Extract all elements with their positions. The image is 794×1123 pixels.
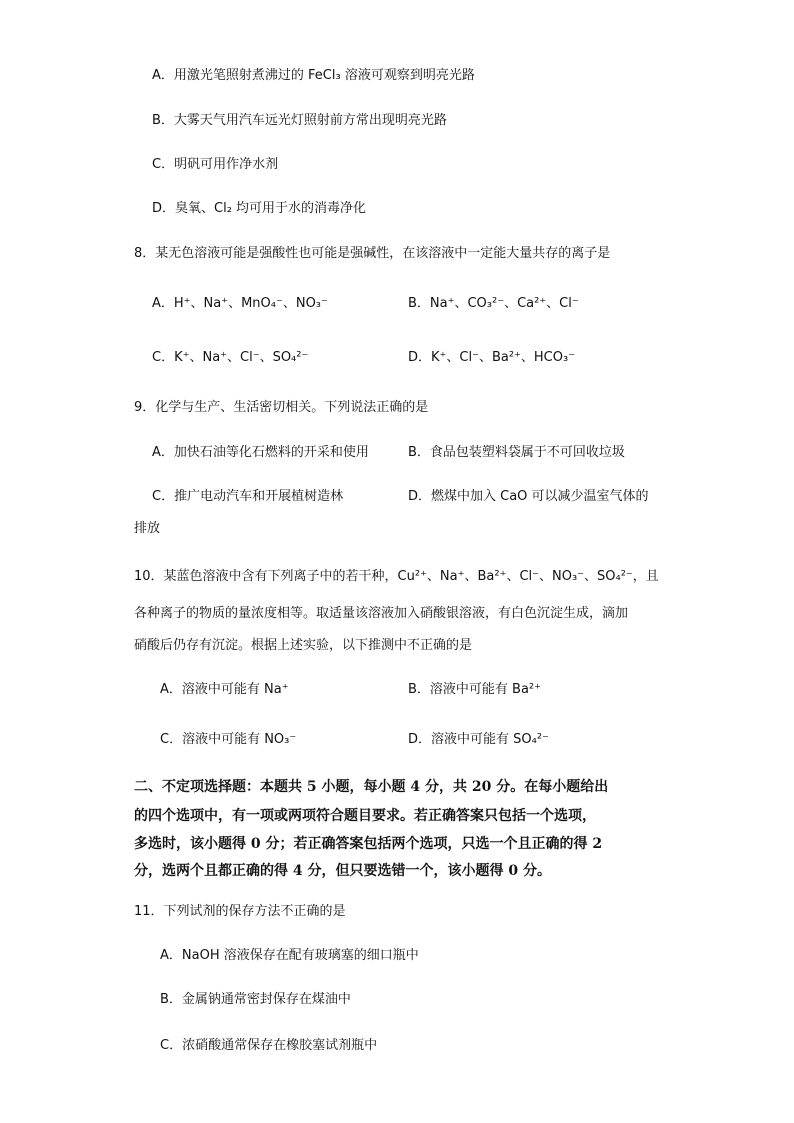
section2-heading-line3: 多选时，该小题得 0 分；若正确答案包括两个选项，只选一个且正确的得 2 [134, 836, 603, 852]
q9-option-b: B．食品包装塑料袋属于不可回收垃圾 [408, 445, 625, 460]
q9-option-a: A．加快石油等化石燃料的开采和使用 [152, 445, 369, 460]
q7-option-a: A．用激光笔照射煮沸过的 FeCl₃ 溶液可观察到明亮光路 [152, 68, 475, 83]
q8-option-a: A．H⁺、Na⁺、MnO₄⁻、NO₃⁻ [152, 296, 328, 311]
q11-option-a: A．NaOH 溶液保存在配有玻璃塞的细口瓶中 [160, 948, 419, 963]
section2-heading-line4: 分，选两个且都正确的得 4 分，但只要选错一个，该小题得 0 分。 [134, 863, 551, 879]
q8-option-b: B．Na⁺、CO₃²⁻、Ca²⁺、Cl⁻ [408, 296, 579, 311]
q9-stem: 9．化学与生产、生活密切相关。下列说法正确的是 [134, 400, 429, 415]
q9-option-d-continued: 排放 [134, 521, 161, 536]
section2-heading-line2: 的四个选项中，有一项或两项符合题目要求。若正确答案只包括一个选项， [134, 808, 596, 824]
q8-option-c: C．K⁺、Na⁺、Cl⁻、SO₄²⁻ [152, 350, 309, 365]
q10-option-c: C．溶液中可能有 NO₃⁻ [160, 732, 297, 747]
q7-option-b: B．大雾天气用汽车远光灯照射前方常出现明亮光路 [152, 113, 447, 128]
q9-option-c: C．推广电动汽车和开展植树造林 [152, 489, 344, 504]
q7-option-d: D．臭氧、Cl₂ 均可用于水的消毒净化 [152, 201, 367, 216]
q7-option-c: C．明矾可用作净水剂 [152, 157, 279, 172]
q9-option-d: D．燃煤中加入 CaO 可以减少温室气体的 [408, 489, 649, 504]
q11-option-b: B．金属钠通常密封保存在煤油中 [160, 992, 351, 1007]
section2-heading-line1: 二、不定项选择题：本题共 5 小题，每小题 4 分，共 20 分。在每小题给出 [134, 779, 609, 795]
q10-option-d: D．溶液中可能有 SO₄²⁻ [408, 732, 549, 747]
q8-stem: 8．某无色溶液可能是强酸性也可能是强碱性，在该溶液中一定能大量共存的离子是 [134, 246, 611, 261]
q10-stem-line3: 硝酸后仍存有沉淀。根据上述实验，以下推测中不正确的是 [134, 638, 473, 653]
q10-option-b: B．溶液中可能有 Ba²⁺ [408, 682, 542, 697]
q10-stem-line1: 10．某蓝色溶液中含有下列离子中的若干种，Cu²⁺、Na⁺、Ba²⁺、Cl⁻、NO₃⁻、SO₄²⁻，且 [134, 569, 659, 584]
q11-stem: 11．下列试剂的保存方法不正确的是 [134, 904, 346, 919]
q10-option-a: A．溶液中可能有 Na⁺ [160, 682, 289, 697]
q8-option-d: D．K⁺、Cl⁻、Ba²⁺、HCO₃⁻ [408, 350, 576, 365]
q11-option-c: C．浓硝酸通常保存在橡胶塞试剂瓶中 [160, 1038, 378, 1053]
q10-stem-line2: 各种离子的物质的量浓度相等。取适量该溶液加入硝酸银溶液，有白色沉淀生成，滴加 [134, 606, 629, 621]
